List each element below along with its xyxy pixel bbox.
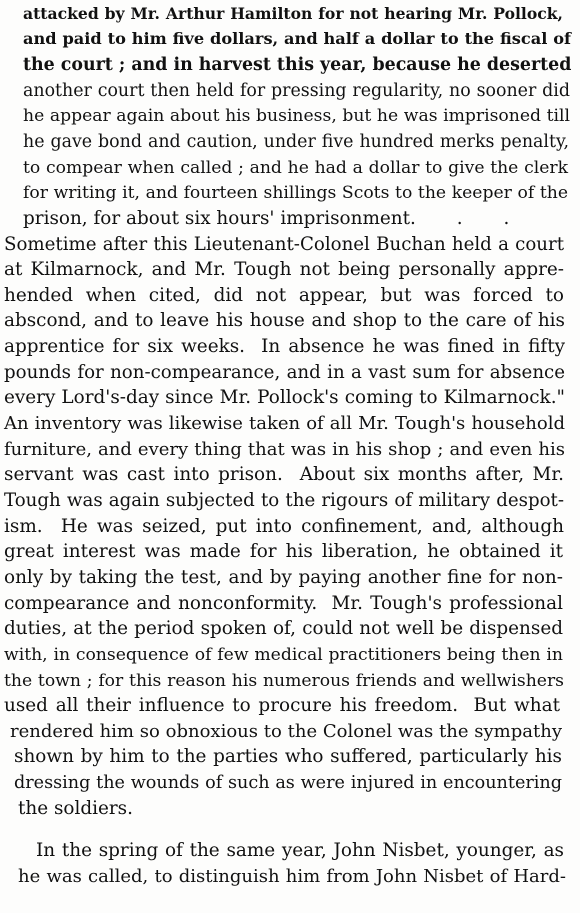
text-line: the court ; and in harvest this year, because he deserted bbox=[23, 55, 572, 75]
text-line: pounds for non-compearance, and in a vast sum for absence bbox=[4, 362, 565, 383]
text-line: to compear when called ; and he had a dollar to give the clerk bbox=[23, 158, 568, 178]
text-line: great interest was made for his liberation, he obtained it bbox=[4, 541, 563, 562]
text-line: An inventory was likewise taken of all Mr. Tough's household bbox=[4, 413, 565, 434]
text-line: servant was cast into prison. About six months after, Mr. bbox=[4, 464, 564, 485]
text-line: prison, for about six hours' imprisonment. . . bbox=[23, 208, 510, 229]
text-line: only by taking the test, and by paying another fine for non- bbox=[4, 567, 563, 588]
text-line: Tough was again subjected to the rigours of military despot- bbox=[4, 490, 564, 511]
text-line: hended when cited, did not appear, but was forced to bbox=[4, 285, 564, 306]
text-line: and paid to him five dollars, and half a dollar to the fiscal of bbox=[23, 29, 571, 48]
text-line: shown by him to the parties who suffered, particularly his bbox=[14, 746, 562, 767]
text-line: with, in consequence of few medical practitioners being then in bbox=[4, 645, 563, 665]
text-line: ism. He was seized, put into confinement, and, although bbox=[4, 516, 564, 537]
text-line: apprentice for six weeks. In absence he was fined in fifty bbox=[4, 336, 565, 357]
text-line: abscond, and to leave his house and shop to the care of his bbox=[4, 310, 565, 331]
text-line: for writing it, and fourteen shillings Scots to the keeper of the bbox=[23, 183, 568, 203]
text-line: Sometime after this Lieutenant-Colonel Buchan held a court bbox=[4, 234, 564, 255]
text-line: he gave bond and caution, under five hundred merks penalty, bbox=[23, 132, 569, 152]
text-line: he was called, to distinguish him from John Nisbet of Hard- bbox=[18, 866, 566, 887]
text-line: furniture, and every thing that was in his shop ; and even his bbox=[4, 439, 565, 460]
text-line: attacked by Mr. Arthur Hamilton for not hearing Mr. Pollock, bbox=[23, 4, 563, 23]
text-line: he appear again about his business, but he was imprisoned till bbox=[23, 106, 570, 126]
text-line: rendered him so obnoxious to the Colonel was the sympathy bbox=[10, 721, 562, 742]
text-line: another court then held for pressing regularity, no sooner did bbox=[23, 81, 570, 101]
text-line: compearance and nonconformity. Mr. Tough's professional bbox=[4, 593, 563, 614]
text-line: In the spring of the same year, John Nisbet, younger, as bbox=[36, 840, 564, 861]
text-line: duties, at the period spoken of, could not well be dispensed bbox=[4, 618, 563, 639]
text-line: every Lord's-day since Mr. Pollock's coming to Kilmarnock." bbox=[4, 387, 565, 408]
text-line: the town ; for this reason his numerous friends and wellwishers bbox=[4, 671, 564, 691]
text-line: used all their influence to procure his freedom. But what bbox=[4, 695, 560, 716]
text-line: the soldiers. bbox=[18, 798, 133, 819]
text-line: at Kilmarnock, and Mr. Tough not being personally appre- bbox=[4, 259, 564, 280]
text-line: dressing the wounds of such as were injured in encountering bbox=[14, 773, 562, 793]
